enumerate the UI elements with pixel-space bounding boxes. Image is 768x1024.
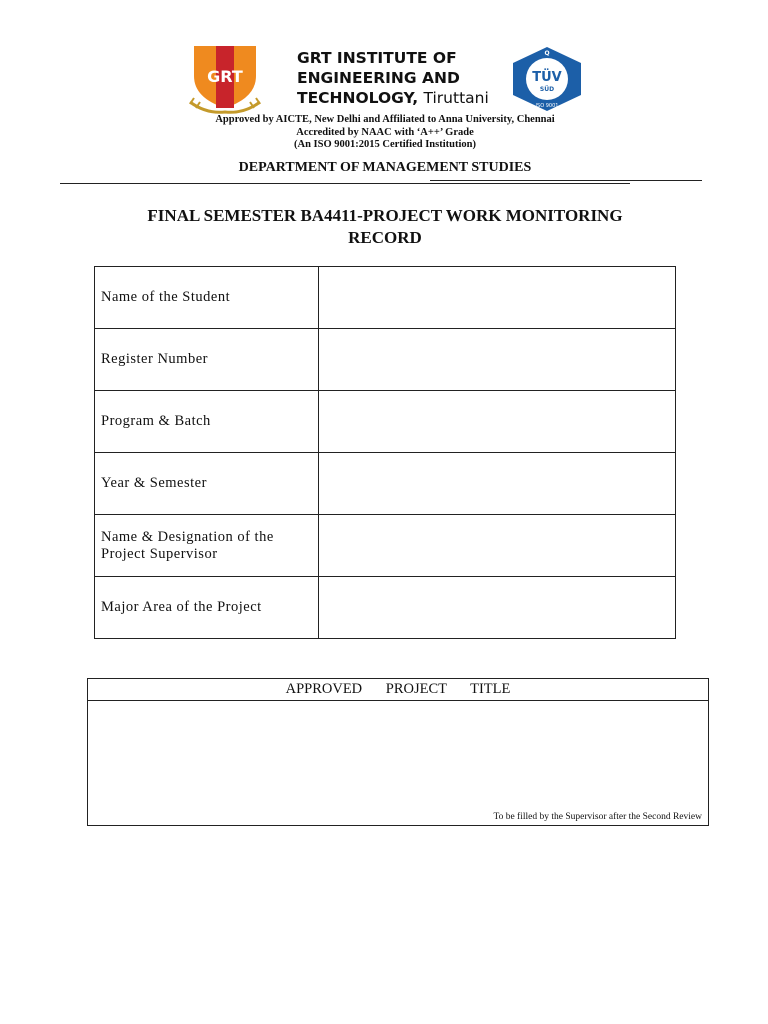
approved-title-heading: APPROVED PROJECT TITLE bbox=[88, 679, 708, 701]
table-row bbox=[95, 329, 676, 391]
table-row bbox=[95, 577, 676, 639]
student-name-field[interactable] bbox=[319, 267, 676, 329]
table-row bbox=[95, 453, 676, 515]
row-label-program-batch: Program & Batch bbox=[95, 391, 319, 453]
institution-line-3: TECHNOLOGY, bbox=[297, 89, 419, 107]
row-label-register-number: Register Number bbox=[95, 329, 319, 391]
grt-logo-text: GRT bbox=[207, 67, 243, 86]
institution-place: Tiruttani bbox=[423, 89, 489, 107]
row-label-major-area: Major Area of the Project bbox=[95, 577, 319, 639]
institution-name bbox=[297, 48, 512, 108]
approval-line-2: Accredited by NAAC with ‘A++’ Grade bbox=[296, 126, 474, 138]
row-label-supervisor: Name & Designation of the Project Supervisor bbox=[95, 515, 319, 577]
approval-text bbox=[100, 114, 670, 152]
approved-title-box bbox=[87, 678, 709, 826]
approved-title-field[interactable] bbox=[88, 701, 708, 801]
header-divider bbox=[60, 183, 630, 184]
year-semester-field[interactable] bbox=[319, 453, 676, 515]
student-info-table bbox=[94, 266, 676, 639]
document-title bbox=[90, 205, 680, 249]
tuv-name: TÜV bbox=[532, 70, 562, 85]
header-divider-right bbox=[430, 180, 702, 181]
table-row bbox=[95, 515, 676, 577]
tuv-certification-logo bbox=[511, 46, 583, 112]
tuv-sub: SÜD bbox=[539, 86, 555, 93]
table-row bbox=[95, 391, 676, 453]
approval-line-1: Approved by AICTE, New Delhi and Affiliated to Anna University, Chennai bbox=[215, 114, 555, 125]
tuv-q-mark: Q bbox=[544, 50, 550, 57]
program-batch-field[interactable] bbox=[319, 391, 676, 453]
supervisor-note: To be filled by the Supervisor after the Second Review bbox=[493, 812, 702, 822]
tuv-iso: ISO 9001 bbox=[535, 103, 559, 109]
department-name: DEPARTMENT OF MANAGEMENT STUDIES bbox=[238, 160, 532, 175]
row-label-student-name: Name of the Student bbox=[95, 267, 319, 329]
institution-line-2: ENGINEERING AND bbox=[297, 69, 460, 87]
grt-logo bbox=[186, 42, 264, 114]
approval-line-3: (An ISO 9001:2015 Certified Institution) bbox=[293, 139, 476, 150]
institution-line-1: GRT INSTITUTE OF bbox=[297, 49, 457, 67]
table-row bbox=[95, 267, 676, 329]
document-title-line-2: RECORD bbox=[348, 228, 422, 247]
document-title-line-1: FINAL SEMESTER BA4411-PROJECT WORK MONITORING bbox=[147, 206, 623, 225]
major-area-field[interactable] bbox=[319, 577, 676, 639]
supervisor-field[interactable] bbox=[319, 515, 676, 577]
register-number-field[interactable] bbox=[319, 329, 676, 391]
row-label-year-semester: Year & Semester bbox=[95, 453, 319, 515]
